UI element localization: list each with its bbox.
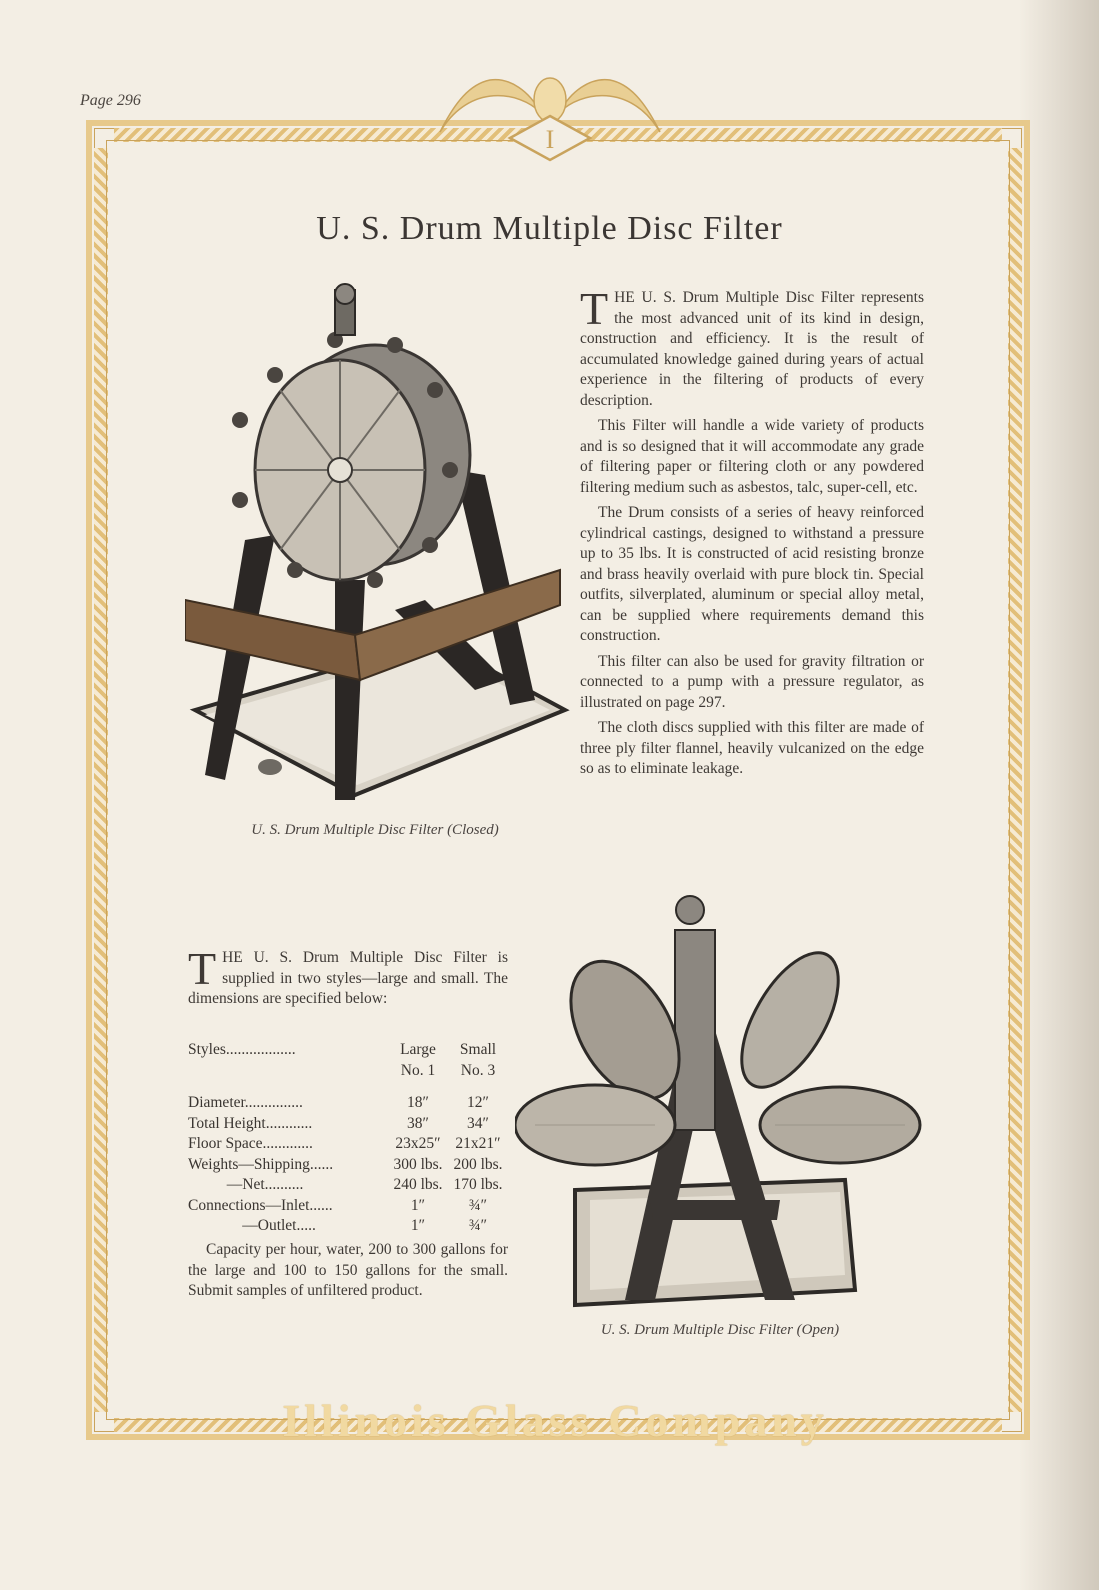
spec-header-large: Large xyxy=(400,1041,436,1058)
intro-paragraph-5: The cloth discs supplied with this filter are made of three ply filter flannel, heavily vulcanized on the edge so as to eliminate leakage. xyxy=(580,719,924,777)
crest-letter: I xyxy=(545,125,555,154)
spec-row-label: —Outlet..... xyxy=(188,1217,316,1234)
dropcap-t: T xyxy=(580,283,609,334)
intro-paragraph-2: This Filter will handle a wide variety of products and is so designed that it will accommodate any grade of filtering paper or filtering cloth or any powdered filtering medium such as asbestos, talc, super-cell, etc. xyxy=(580,417,924,496)
spec-row-large: 38″ xyxy=(407,1114,429,1132)
spec-row-label: Floor Space............. xyxy=(188,1135,313,1152)
open-filter-caption: U. S. Drum Multiple Disc Filter (Open) xyxy=(600,1322,840,1338)
spec-row-large: 1″ xyxy=(410,1217,426,1234)
spec-header-label: Styles.................. xyxy=(188,1041,296,1058)
intro-text xyxy=(580,283,924,785)
frame-rope-right xyxy=(1008,148,1022,1412)
crest-ornament xyxy=(430,72,670,162)
styles-intro-paragraph xyxy=(188,943,508,1010)
spec-row xyxy=(188,1093,518,1114)
spec-row-large: 240 lbs. xyxy=(393,1176,443,1193)
closed-filter-photo xyxy=(185,280,575,815)
spec-row-small: ¾″ xyxy=(468,1217,488,1234)
capacity-paragraph: Capacity per hour, water, 200 to 300 gallons for the large and 100 to 150 gallons for the small. Submit samples of unfiltered product. xyxy=(188,1241,508,1299)
closed-filter-caption: U. S. Drum Multiple Disc Filter (Closed) xyxy=(251,822,499,838)
page-title: U. S. Drum Multiple Disc Filter xyxy=(316,210,783,247)
spec-row-small: 12″ xyxy=(467,1094,489,1111)
capacity-text xyxy=(188,1240,508,1307)
spec-row-small: 21x21″ xyxy=(455,1135,501,1152)
spec-row-label: Total Height............ xyxy=(188,1114,313,1132)
spec-row xyxy=(188,1114,518,1135)
spec-row-small: 34″ xyxy=(467,1114,489,1132)
spec-row-small: 170 lbs. xyxy=(453,1176,503,1193)
open-filter-photo xyxy=(515,880,925,1320)
spec-row-large: 300 lbs. xyxy=(393,1155,443,1173)
spec-row-label: —Net.......... xyxy=(188,1176,304,1193)
spec-row-label: Connections—Inlet...... xyxy=(188,1196,333,1214)
intro-paragraph-1-text: HE U. S. Drum Multiple Disc Filter represents the most advanced unit of its kind in design, construction and efficiency. It is the result of accumulated knowledge gained during years of actual experience in the filtering of products of every description. xyxy=(580,289,924,409)
intro-paragraph-3: The Drum consists of a series of heavy reinforced cylindrical castings, designed to withstand a pressure up to 35 lbs. It is constructed of acid resisting bronze and brass heavily overlaid with pure block tin. Special outfits, silverplated, aluminum or special alloy metal, can be supplied where requirements demand this construction. xyxy=(580,504,924,644)
spec-row xyxy=(188,1175,518,1196)
spec-row xyxy=(188,1216,518,1237)
page-number: Page 296 xyxy=(80,92,141,109)
spec-row xyxy=(188,1134,518,1155)
spec-row-large: 18″ xyxy=(407,1094,429,1111)
spec-row-label: Diameter............... xyxy=(188,1094,303,1111)
spec-header-row xyxy=(188,1040,518,1061)
spec-subheader-spacer xyxy=(188,1061,388,1082)
spec-row xyxy=(188,1155,518,1176)
spec-row-small: 200 lbs. xyxy=(453,1155,503,1173)
styles-intro-text: HE U. S. Drum Multiple Disc Filter is supplied in two styles—large and small. The dimensions are specified below: xyxy=(188,949,508,1007)
intro-paragraph-4: This filter can also be used for gravity filtration or connected to a pump with a pressure regulator, as illustrated on page 297. xyxy=(580,652,924,711)
spec-row-label: Weights—Shipping...... xyxy=(188,1155,334,1173)
spec-table xyxy=(188,1040,518,1237)
spec-row-small: ¾″ xyxy=(468,1196,488,1214)
spec-header-small: Small xyxy=(459,1041,497,1058)
dropcap-t-2: T xyxy=(188,943,217,994)
spec-subheader-small: No. 3 xyxy=(460,1061,496,1079)
spec-row-large: 1″ xyxy=(410,1196,426,1214)
styles-intro xyxy=(188,943,508,1015)
spec-subheader-large: No. 1 xyxy=(400,1061,436,1079)
spec-subheader-row xyxy=(188,1061,518,1082)
intro-paragraph-1 xyxy=(580,283,924,411)
spec-row xyxy=(188,1196,518,1217)
spec-row-large: 23x25″ xyxy=(395,1135,441,1152)
company-footer: Illinois Glass Company xyxy=(282,1395,828,1446)
